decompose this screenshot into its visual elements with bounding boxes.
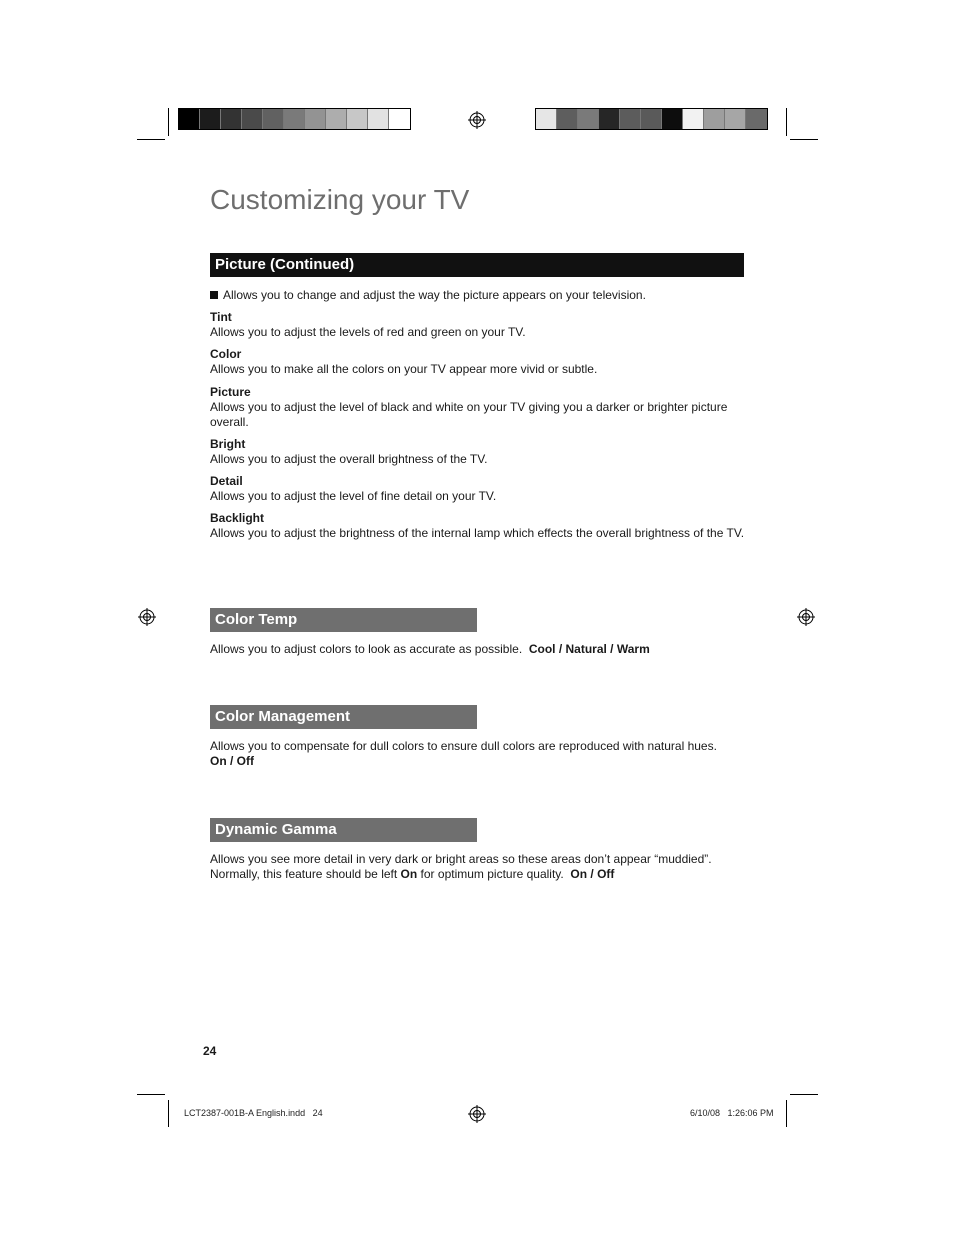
section-header-dynamic-gamma: Dynamic Gamma — [210, 818, 477, 842]
crop-mark — [137, 139, 165, 140]
color-swatch — [704, 109, 725, 129]
setting-item-tint — [210, 310, 750, 340]
color-management-text — [210, 739, 750, 769]
color-management-desc: Allows you to compensate for dull colors to ensure dull colors are reproduced with natural hues. — [210, 739, 717, 753]
setting-desc: Allows you to make all the colors on your TV appear more vivid or subtle. — [210, 362, 598, 376]
color-temp-options: Cool / Natural / Warm — [528, 642, 650, 656]
registration-mark-icon — [468, 1105, 486, 1123]
color-swatch — [284, 109, 305, 129]
crop-mark — [168, 108, 169, 136]
color-management-options: On / Off — [210, 754, 254, 768]
setting-item-detail — [210, 474, 750, 504]
square-bullet-icon — [210, 291, 218, 299]
color-swatch — [200, 109, 221, 129]
picture-intro — [210, 288, 750, 303]
setting-desc: Allows you to adjust the level of fine detail on your TV. — [210, 489, 497, 503]
slug-left: LCT2387-001B-A English.indd 24 — [184, 1108, 323, 1118]
registration-mark-icon — [797, 608, 815, 626]
color-swatch — [389, 109, 410, 129]
color-bar-left — [178, 108, 411, 130]
section-header-color-temp: Color Temp — [210, 608, 477, 632]
crop-mark — [137, 1094, 165, 1095]
dynamic-gamma-options: On / Off — [570, 867, 615, 881]
color-swatch — [662, 109, 683, 129]
setting-item-bright — [210, 437, 750, 467]
color-bar-right — [535, 108, 768, 130]
dynamic-gamma-desc-1: Allows you see more detail in very dark or bright areas so these areas don’t appear “muddied”. Normally, this feature should be left — [210, 852, 712, 881]
setting-desc: Allows you to adjust the level of black and white on your TV giving you a darker or brighter picture overall. — [210, 400, 728, 429]
picture-intro-text: Allows you to change and adjust the way the picture appears on your television. — [223, 288, 646, 302]
color-swatch — [746, 109, 767, 129]
crop-mark — [168, 1100, 169, 1127]
page-number: 24 — [203, 1044, 217, 1058]
color-swatch — [242, 109, 263, 129]
setting-term: Picture — [210, 385, 251, 399]
setting-desc: Allows you to adjust the overall brightness of the TV. — [210, 452, 488, 466]
dynamic-gamma-desc-bold: On — [400, 867, 418, 881]
registration-mark-icon — [138, 608, 156, 626]
color-swatch — [263, 109, 284, 129]
color-swatch — [368, 109, 389, 129]
dynamic-gamma-text — [210, 852, 745, 882]
dynamic-gamma-desc-2: for optimum picture quality. — [417, 867, 564, 881]
setting-term: Bright — [210, 437, 246, 451]
color-swatch — [725, 109, 746, 129]
crop-mark — [790, 1094, 818, 1095]
registration-mark-icon — [468, 111, 486, 129]
setting-item-backlight — [210, 511, 745, 541]
color-temp-text — [210, 642, 750, 657]
color-swatch — [683, 109, 704, 129]
setting-term: Tint — [210, 310, 232, 324]
color-swatch — [641, 109, 662, 129]
setting-term: Color — [210, 347, 242, 361]
color-swatch — [557, 109, 578, 129]
color-swatch — [620, 109, 641, 129]
color-swatch — [347, 109, 368, 129]
color-swatch — [536, 109, 557, 129]
setting-term: Detail — [210, 474, 243, 488]
crop-mark — [786, 1100, 787, 1127]
color-swatch — [179, 109, 200, 129]
crop-mark — [790, 139, 818, 140]
color-swatch — [599, 109, 620, 129]
page-title: Customizing your TV — [210, 184, 470, 215]
color-swatch — [221, 109, 242, 129]
setting-desc: Allows you to adjust the levels of red and green on your TV. — [210, 325, 526, 339]
setting-desc: Allows you to adjust the brightness of the internal lamp which effects the overall brightness of the TV. — [210, 526, 745, 540]
color-swatch — [578, 109, 599, 129]
setting-item-color — [210, 347, 750, 377]
crop-mark — [786, 108, 787, 136]
color-swatch — [326, 109, 347, 129]
color-temp-desc: Allows you to adjust colors to look as accurate as possible. — [210, 642, 523, 656]
section-header-picture: Picture (Continued) — [210, 253, 744, 277]
slug-right: 6/10/08 1:26:06 PM — [690, 1108, 774, 1118]
setting-term: Backlight — [210, 511, 265, 525]
setting-item-picture — [210, 385, 730, 430]
section-header-color-management: Color Management — [210, 705, 477, 729]
color-swatch — [305, 109, 326, 129]
